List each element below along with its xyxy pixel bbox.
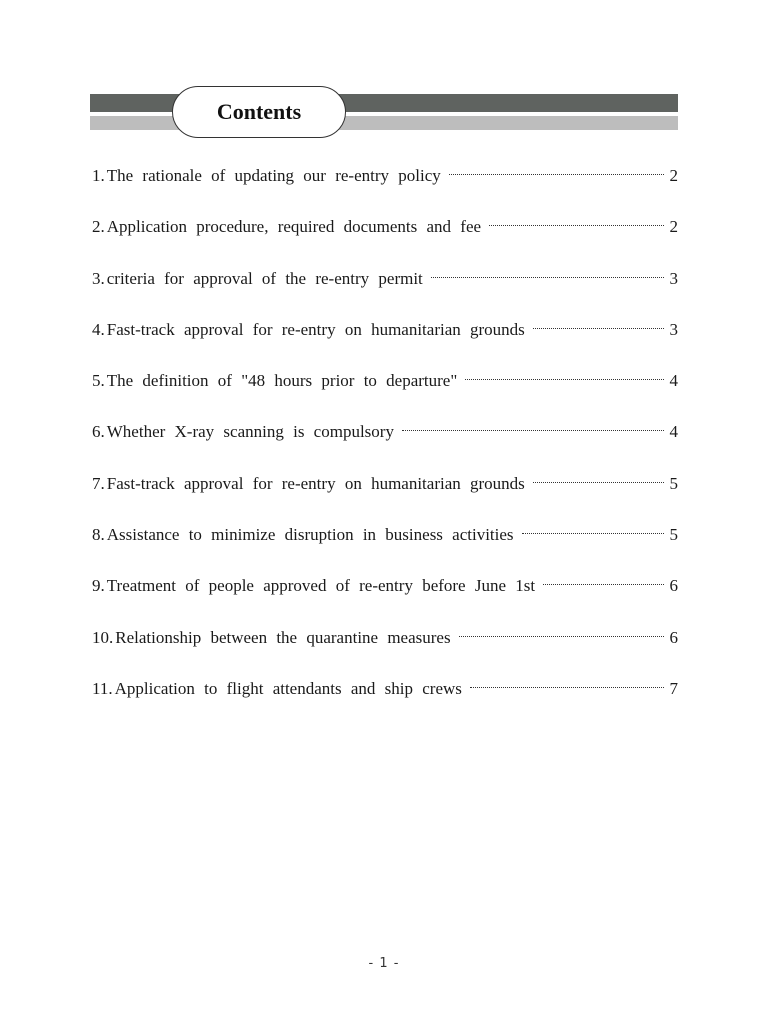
toc-entry-number: 5.: [92, 371, 105, 391]
toc-entry-page: 2: [669, 217, 678, 237]
toc-entry[interactable]: [88, 371, 680, 422]
toc-entry-page: 2: [669, 166, 678, 185]
dot-leader: [489, 225, 663, 226]
toc-entry-page: 3: [669, 268, 678, 288]
toc-entry-page: 6: [669, 627, 678, 647]
dot-leader: [533, 328, 664, 329]
toc-entry-number: 11.: [92, 678, 113, 698]
toc-entry-title: The definition of "48 hours prior to departure": [106, 371, 458, 391]
toc-entry[interactable]: [88, 576, 680, 627]
toc-entry[interactable]: [88, 320, 680, 371]
toc-entry-page: 5: [669, 473, 678, 493]
toc-entry-number: 1.: [92, 166, 105, 185]
toc-entry-page: 6: [669, 576, 678, 596]
toc-entry-title: criteria for approval of the re-entry permit: [106, 268, 423, 288]
toc-entry-title: Assistance to minimize disruption in business activities: [106, 525, 514, 545]
dot-leader: [543, 584, 663, 585]
toc-entry[interactable]: [88, 422, 680, 473]
dot-leader: [449, 174, 664, 175]
toc-entry-number: 4.: [92, 319, 105, 339]
toc-entry-title: Whether X-ray scanning is compulsory: [106, 422, 394, 442]
toc-entry-title: Application procedure, required documents and fee: [106, 217, 482, 237]
dot-leader: [431, 277, 664, 278]
dot-leader: [533, 482, 664, 483]
toc-entry-number: 6.: [92, 422, 105, 442]
toc-entry[interactable]: [88, 679, 680, 730]
toc-entry-title: Relationship between the quarantine measures: [115, 627, 451, 647]
toc-entry[interactable]: [88, 628, 680, 679]
toc-entry-title: Treatment of people approved of re-entry before June 1st: [106, 576, 536, 596]
toc-entry-page: 7: [669, 678, 678, 698]
toc-entry-number: 10.: [92, 627, 114, 647]
contents-title: Contents: [172, 86, 346, 138]
toc-entry-number: 2.: [92, 217, 105, 237]
dot-leader: [465, 379, 663, 380]
toc-entry-page: 3: [669, 319, 678, 339]
toc-entry-title: Fast-track approval for re-entry on humanitarian grounds: [106, 319, 525, 339]
toc-entry[interactable]: [88, 269, 680, 320]
toc-entry-page: 4: [669, 422, 678, 442]
toc-entry-number: 7.: [92, 473, 105, 493]
toc-entry[interactable]: [88, 474, 680, 525]
dot-leader: [470, 687, 664, 688]
toc-entry-number: 9.: [92, 576, 105, 596]
contents-banner: [90, 86, 678, 142]
toc-entry[interactable]: [88, 525, 680, 576]
toc-entry[interactable]: [88, 166, 680, 217]
toc-entry-number: 8.: [92, 525, 105, 545]
toc-entry-title: Fast-track approval for re-entry on humanitarian grounds: [106, 473, 525, 493]
toc-entry-number: 3.: [92, 268, 105, 288]
toc-entry-page: 4: [669, 371, 678, 391]
dot-leader: [402, 430, 664, 431]
toc-entry-page: 5: [669, 525, 678, 545]
page-number: - 1 -: [368, 956, 400, 971]
toc-entry-title: The rationale of updating our re-entry policy: [106, 166, 441, 185]
toc-entry-title: Application to flight attendants and ship crews: [114, 678, 462, 698]
table-of-contents: [88, 166, 680, 730]
dot-leader: [522, 533, 664, 534]
toc-entry[interactable]: [88, 217, 680, 268]
dot-leader: [459, 636, 664, 637]
